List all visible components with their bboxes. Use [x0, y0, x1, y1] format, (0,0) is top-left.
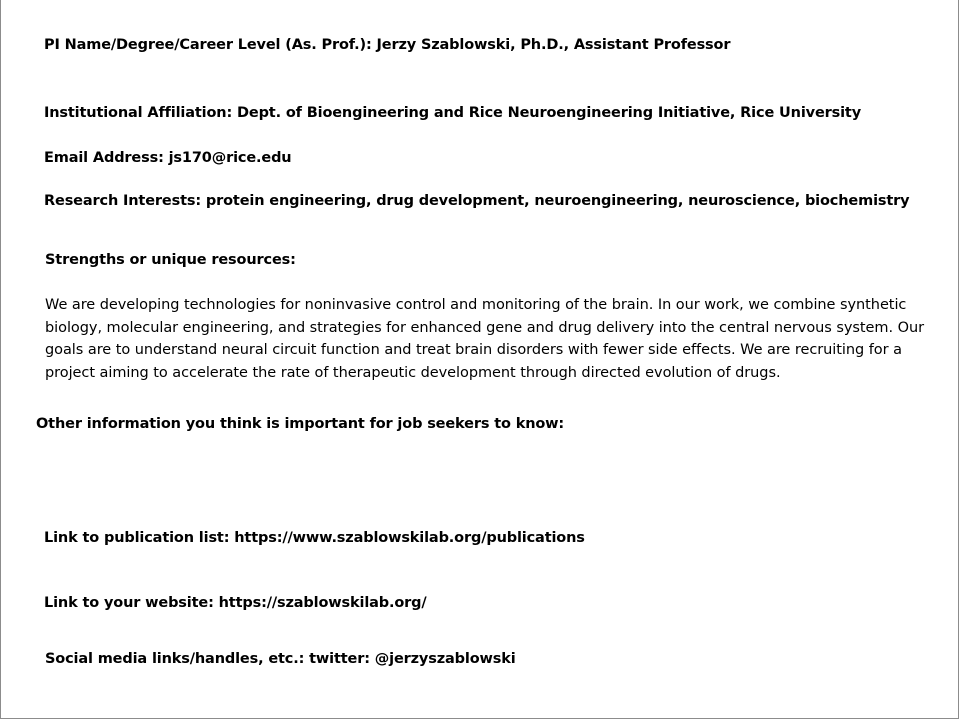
strengths-paragraph: We are developing technologies for noninvasive control and monitoring of the brain. In our work, we combine synthetic biology, molecular engineering, and strategies for enhanced gene and drug delivery into the central nervous system. Our goals are to understand neural circuit function and treat brain disorders with fewer side effects. We are recruiting for a project aiming to accelerate the rate of therapeutic development through directed evolution of drugs.	[45, 297, 925, 381]
social-media-line: Social media links/handles, etc.: twitter: @jerzyszablowski	[45, 651, 516, 667]
affiliation-line: Institutional Affiliation: Dept. of Bioengineering and Rice Neuroengineering Initiative, Rice University	[44, 105, 862, 121]
email-line: Email Address: js170@rice.edu	[44, 150, 292, 166]
publication-link-line: Link to publication list: https://www.szablowskilab.org/publications	[44, 530, 585, 546]
other-info-heading: Other information you think is important for job seekers to know:	[36, 416, 565, 432]
strengths-heading: Strengths or unique resources:	[45, 252, 296, 268]
pi-name-line: PI Name/Degree/Career Level (As. Prof.): Jerzy Szablowski, Ph.D., Assistant Professor	[44, 37, 731, 53]
research-interests-line: Research Interests: protein engineering, drug development, neuroengineering, neuroscience, biochemistry	[44, 193, 910, 209]
website-link-line: Link to your website: https://szablowskilab.org/	[44, 595, 427, 611]
